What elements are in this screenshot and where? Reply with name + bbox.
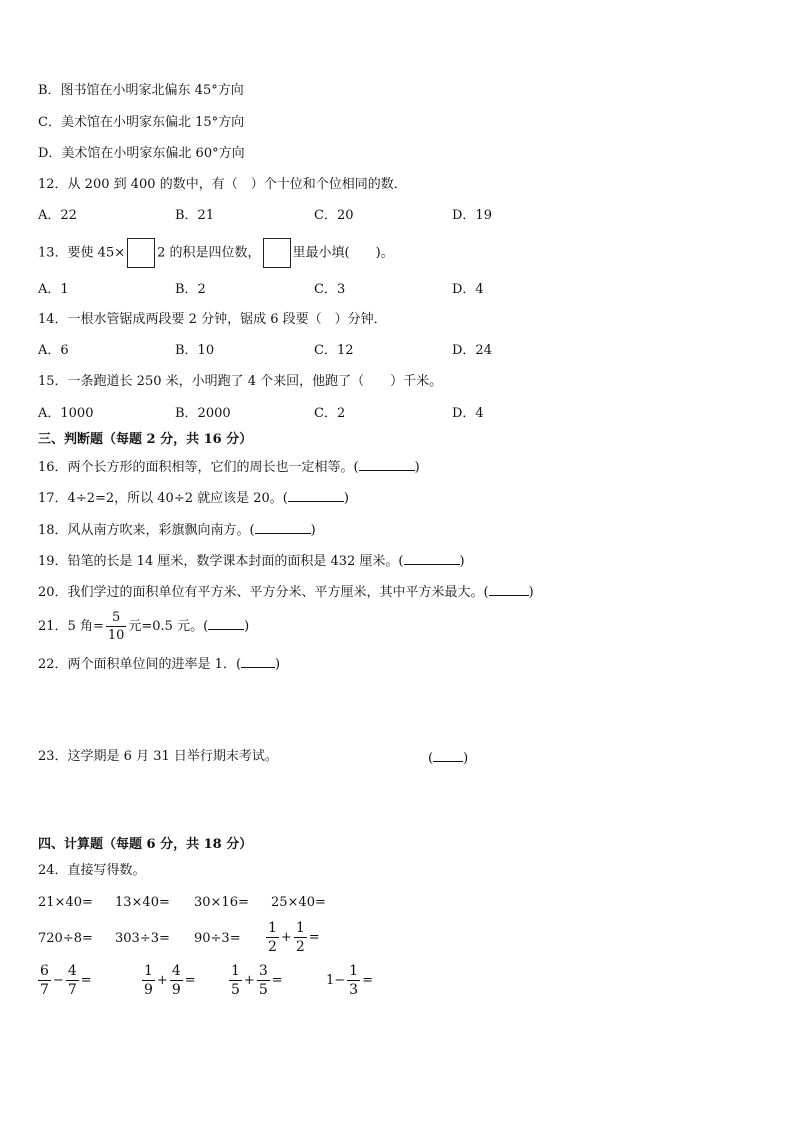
q18-text xyxy=(38,520,316,540)
q23-paren-open: ( xyxy=(428,751,434,766)
calc-fraction-item: $\frac{1}{2}$ + $\frac{1}{2}$ = xyxy=(268,920,320,955)
calc-fraction-item: 1− $\frac{1}{3}$ = xyxy=(326,963,373,998)
q13-suffix: 里最小填( )。 xyxy=(292,245,394,261)
calc-item: 90÷3= xyxy=(194,931,241,946)
q24-text: 24．直接写得数。 xyxy=(38,863,146,878)
q13-option-d: D．4 xyxy=(452,282,484,297)
q11-option-c: C．美术馆在小明家东偏北 15°方向 xyxy=(38,115,245,130)
answer-blank xyxy=(288,488,344,502)
q17-statement: 17．4÷2=2，所以 40÷2 就应该是 20。( xyxy=(38,491,288,506)
q13-prefix: 13．要使 45× xyxy=(38,245,126,261)
q20-text xyxy=(38,582,534,602)
calc-item: 13×40= xyxy=(115,895,170,910)
q14-options xyxy=(38,342,598,360)
q14-option-c: C．12 xyxy=(314,343,354,358)
q12-option-d: D．19 xyxy=(452,208,492,223)
calc-item: 720÷8= xyxy=(38,931,93,946)
calc-item: 303÷3= xyxy=(115,931,170,946)
q15-options xyxy=(38,405,598,423)
q22-statement: 22．两个面积单位间的进率是 1．( xyxy=(38,657,242,672)
q21-text xyxy=(38,610,249,644)
calc-item: 30×16= xyxy=(194,895,249,910)
q15-option-a: A．1000 xyxy=(38,406,94,421)
q19-text xyxy=(38,551,465,571)
section-4-title: 四、计算题（每题 6 分，共 18 分） xyxy=(38,837,253,852)
q20-paren-close: ) xyxy=(528,585,534,600)
q11-option-b: B．图书馆在小明家北偏东 45°方向 xyxy=(38,83,244,98)
calc-item: 25×40= xyxy=(271,895,326,910)
q19-paren-close: ) xyxy=(459,554,465,569)
calc-fraction-item: $\frac{1}{5}$ + $\frac{3}{5}$ = xyxy=(231,963,283,998)
q13-text xyxy=(38,238,394,269)
q11-option-d: D．美术馆在小明家东偏北 60°方向 xyxy=(38,146,245,161)
q12-text: 12．从 200 到 400 的数中，有（ ）个十位和个位相同的数． xyxy=(38,177,407,192)
q17-text xyxy=(38,488,349,508)
q12-options xyxy=(38,207,598,225)
calc-fraction-item: $\frac{6}{7}$ − $\frac{4}{7}$ = xyxy=(40,963,92,998)
q16-paren-close: ) xyxy=(414,460,420,475)
answer-box xyxy=(263,238,291,268)
answer-blank xyxy=(359,457,415,471)
answer-blank xyxy=(208,616,244,630)
q18-paren-close: ) xyxy=(310,523,316,538)
answer-blank xyxy=(404,551,460,565)
q13-option-a: A．1 xyxy=(38,282,69,297)
q15-option-b: B．2000 xyxy=(175,406,231,421)
answer-blank xyxy=(241,654,275,668)
q23-answer xyxy=(428,748,468,768)
q20-statement: 20．我们学过的面积单位有平方米、平方分米、平方厘米，其中平方米最大。( xyxy=(38,585,489,600)
q12-option-a: A．22 xyxy=(38,208,77,223)
q23-paren-close: ) xyxy=(463,751,469,766)
q16-text xyxy=(38,457,420,477)
q12-option-b: B．21 xyxy=(175,208,215,223)
q18-statement: 18．风从南方吹来，彩旗飘向南方。( xyxy=(38,523,255,538)
q15-option-c: C．2 xyxy=(314,406,346,421)
q15-option-d: D．4 xyxy=(452,406,484,421)
q17-paren-close: ) xyxy=(343,491,349,506)
q12-option-c: C．20 xyxy=(314,208,354,223)
answer-box xyxy=(127,238,155,268)
answer-blank xyxy=(433,748,463,762)
q14-text: 14．一根水管锯成两段要 2 分钟，锯成 6 段要（ ）分钟． xyxy=(38,312,387,327)
q21-paren-close: ) xyxy=(244,619,250,634)
q13-option-b: B．2 xyxy=(175,282,206,297)
q14-option-b: B．10 xyxy=(175,343,215,358)
q21-prefix: 21．5 角= xyxy=(38,619,104,634)
q22-text xyxy=(38,654,280,674)
q14-option-a: A．6 xyxy=(38,343,69,358)
q14-option-d: D．24 xyxy=(452,343,492,358)
section-3-title: 三、判断题（每题 2 分，共 16 分） xyxy=(38,432,253,447)
q15-text: 15．一条跑道长 250 米，小明跑了 4 个来回，他跑了（ ）千米。 xyxy=(38,374,443,389)
q22-paren-close: ) xyxy=(275,657,281,672)
q13-mid: 2 的积是四位数， xyxy=(157,245,261,261)
q21-suffix: 元=0.5 元。( xyxy=(128,619,209,634)
fraction: $\frac{5}{10}$ xyxy=(107,610,125,643)
calc-fraction-item: $\frac{1}{9}$ + $\frac{4}{9}$ = xyxy=(144,963,196,998)
answer-blank xyxy=(489,582,529,596)
q23-text: 23．这学期是 6 月 31 日举行期末考试。 xyxy=(38,749,278,764)
q16-statement: 16．两个长方形的面积相等，它们的周长也一定相等。( xyxy=(38,460,359,475)
q13-options xyxy=(38,281,598,299)
q19-statement: 19．铅笔的长是 14 厘米，数学课本封面的面积是 432 厘米。( xyxy=(38,554,404,569)
q13-option-c: C．3 xyxy=(314,282,346,297)
answer-blank xyxy=(255,520,311,534)
calc-item: 21×40= xyxy=(38,895,93,910)
